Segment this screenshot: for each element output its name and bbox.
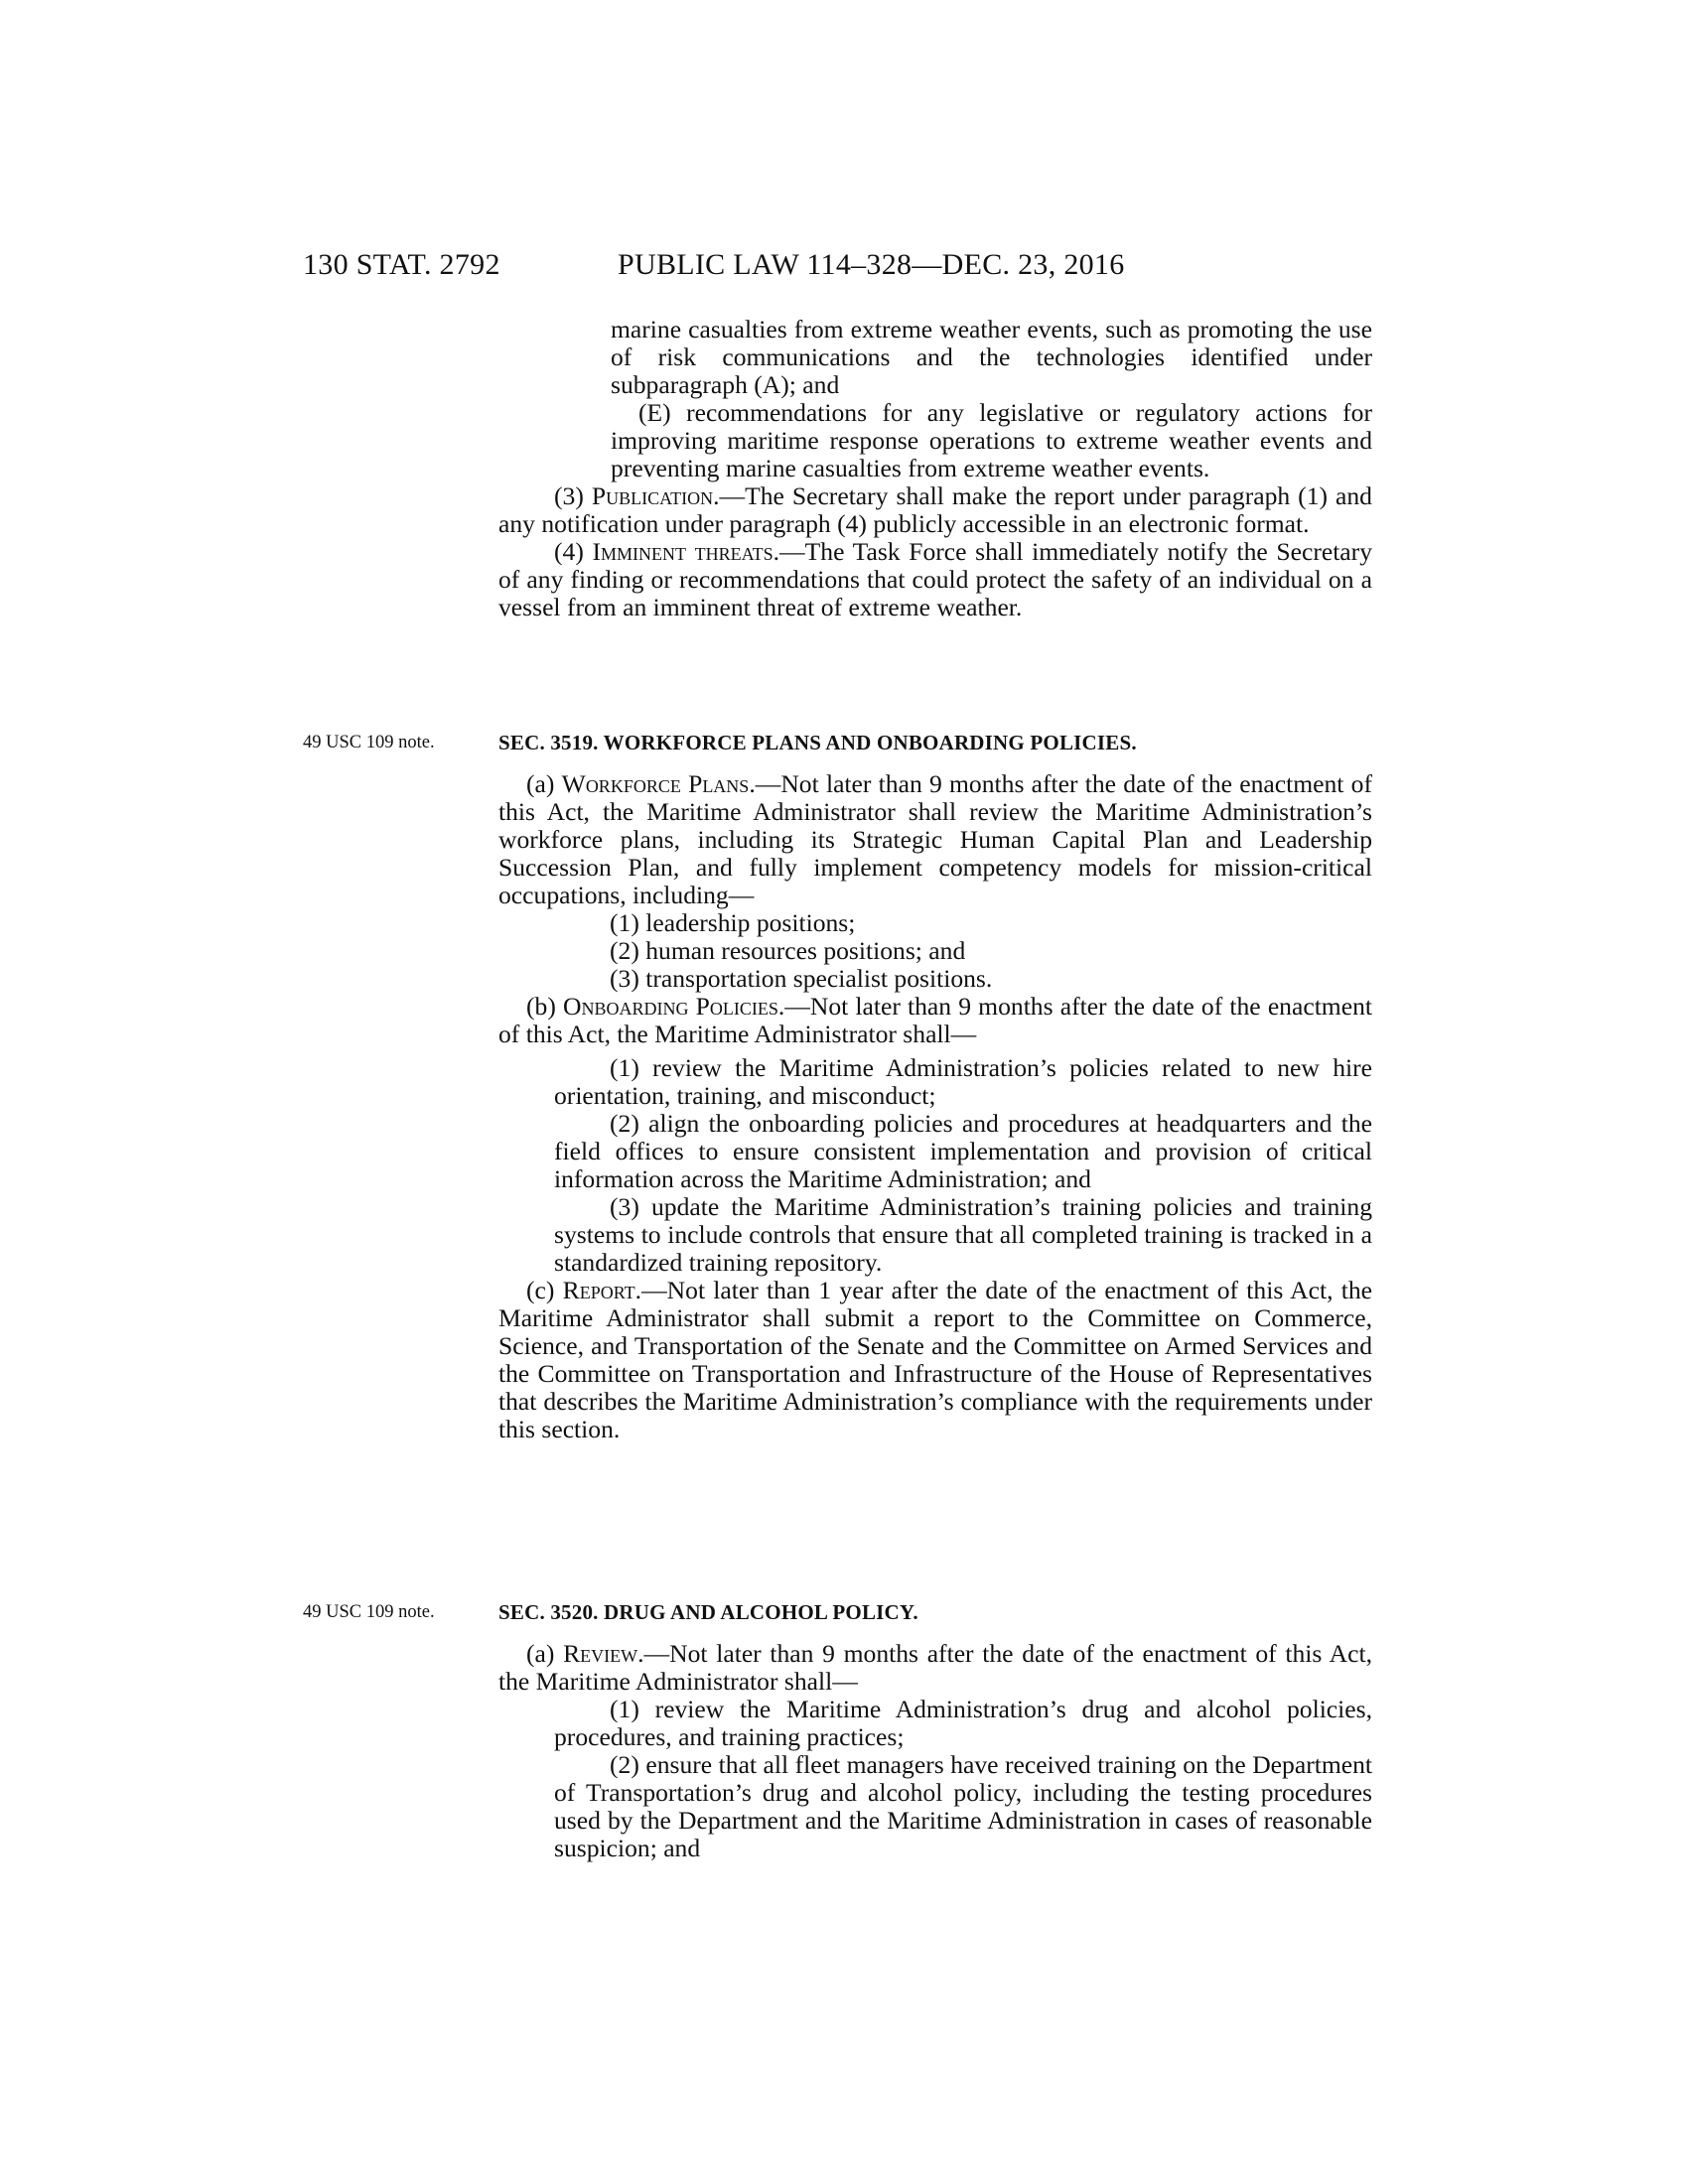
sec-3519-body	[498, 770, 1372, 1443]
paragraph-3-publication	[498, 482, 1372, 538]
sec-3519-subsection-b	[498, 993, 1372, 1048]
subsection-a-heading: Workforce Plans	[561, 769, 750, 798]
sec-3519-heading: SEC. 3519. WORKFORCE PLANS AND ONBOARDING POLICIES.	[498, 731, 1137, 754]
subsection-b-text: .—Not later than 9 months after the date of the enactment of this Act, the Maritime Administrator shall—	[498, 992, 1372, 1048]
list-item: (1) review the Maritime Administration’s drug and alcohol policies, procedures, and training practices;	[554, 1695, 1372, 1751]
list-item: (1) leadership positions;	[610, 908, 856, 937]
page-stat-number: 130 STAT. 2792	[303, 248, 500, 281]
paragraph-4-imminent-threats	[498, 538, 1372, 621]
list-item: (3) transportation specialist positions.	[610, 964, 993, 993]
subsection-c-heading: Report	[562, 1276, 635, 1304]
subsection-a-text: .—Not later than 9 months after the date of the enactment of this Act, the Maritime Administrator shall—	[498, 1639, 1373, 1696]
subsection-a-number: (a)	[526, 769, 562, 798]
sec-3520-subsection-a	[498, 1640, 1372, 1696]
paragraph-4-text: .—The Task Force shall immediately notify the Secretary of any finding or recommendations that could protect the safety of an individual on a vessel from an imminent threat of extreme weather.	[498, 537, 1372, 621]
page-header-title: PUBLIC LAW 114–328—DEC. 23, 2016	[618, 248, 1125, 281]
subsection-b-number: (b)	[526, 992, 563, 1021]
paragraph-4-heading: Imminent threats	[592, 537, 774, 566]
sec-3520-margin-note: 49 USC 109 note.	[303, 1602, 435, 1622]
sec-3519-margin-note: 49 USC 109 note.	[303, 733, 435, 752]
paragraph-3-text: .—The Secretary shall make the report under paragraph (1) and any notification under paragraph (4) publicly accessible in an electronic format.	[498, 481, 1372, 538]
subsection-a-number: (a)	[526, 1639, 564, 1668]
paragraph-3-heading: Publication	[591, 481, 714, 510]
sec-3520-body	[498, 1640, 1372, 1862]
list-item: (2) align the onboarding policies and procedures at headquarters and the field offices to ensure consistent implementation and provision of critical information across the Maritime Administration; and	[554, 1109, 1372, 1193]
subsection-b-heading: Onboarding Policies	[563, 992, 778, 1021]
sec-3519-subsection-a	[498, 770, 1372, 909]
list-item: (3) update the Maritime Administration’s training policies and training systems to include controls that ensure that all completed training is tracked in a standardized training repository.	[554, 1192, 1372, 1277]
list-item: (1) review the Maritime Administration’s policies related to new hire orientation, training, and misconduct;	[554, 1053, 1372, 1110]
subparagraph-e: (E) recommendations for any legislative or regulatory actions for improving maritime response operations to extreme weather events and preventing marine casualties from extreme weather events.	[611, 398, 1372, 482]
subsection-c-text: .—Not later than 1 year after the date of the enactment of this Act, the Maritime Administrator shall submit a report to the Committee on Commerce, Science, and Transportation of the Senate and the Committee on Armed Services and the Committee on Transportation and Infrastructure of the House of Representatives that describes the Maritime Administration’s compliance with the requirements under this section.	[498, 1276, 1372, 1443]
sec-3520-heading: SEC. 3520. DRUG AND ALCOHOL POLICY.	[498, 1600, 918, 1624]
subsection-a-heading: Review	[563, 1639, 638, 1668]
list-item: (2) ensure that all fleet managers have received training on the Department of Transportation’s drug and alcohol policy, including the testing procedures used by the Department and the Maritime Administration in cases of reasonable suspicion; and	[554, 1750, 1372, 1862]
paragraph-4-number: (4)	[554, 537, 593, 566]
paragraph-3-number: (3)	[554, 481, 592, 510]
prior-section-continuation	[498, 316, 1372, 621]
sec-3519-subsection-c	[498, 1277, 1372, 1443]
subsection-a-text: .—Not later than 9 months after the date of the enactment of this Act, the Maritime Administrator shall review the Maritime Administration’s workforce plans, including its Strategic Human Capital Plan and Leadership Succession Plan, and fully implement competency models for mission-critical occupations, including—	[498, 769, 1372, 909]
list-item: (2) human resources positions; and	[610, 936, 966, 965]
subparagraph-d-continuation: marine casualties from extreme weather events, such as promoting the use of risk communications and the technologies identified under subparagraph (A); and	[611, 315, 1372, 399]
subsection-c-number: (c)	[526, 1276, 563, 1304]
